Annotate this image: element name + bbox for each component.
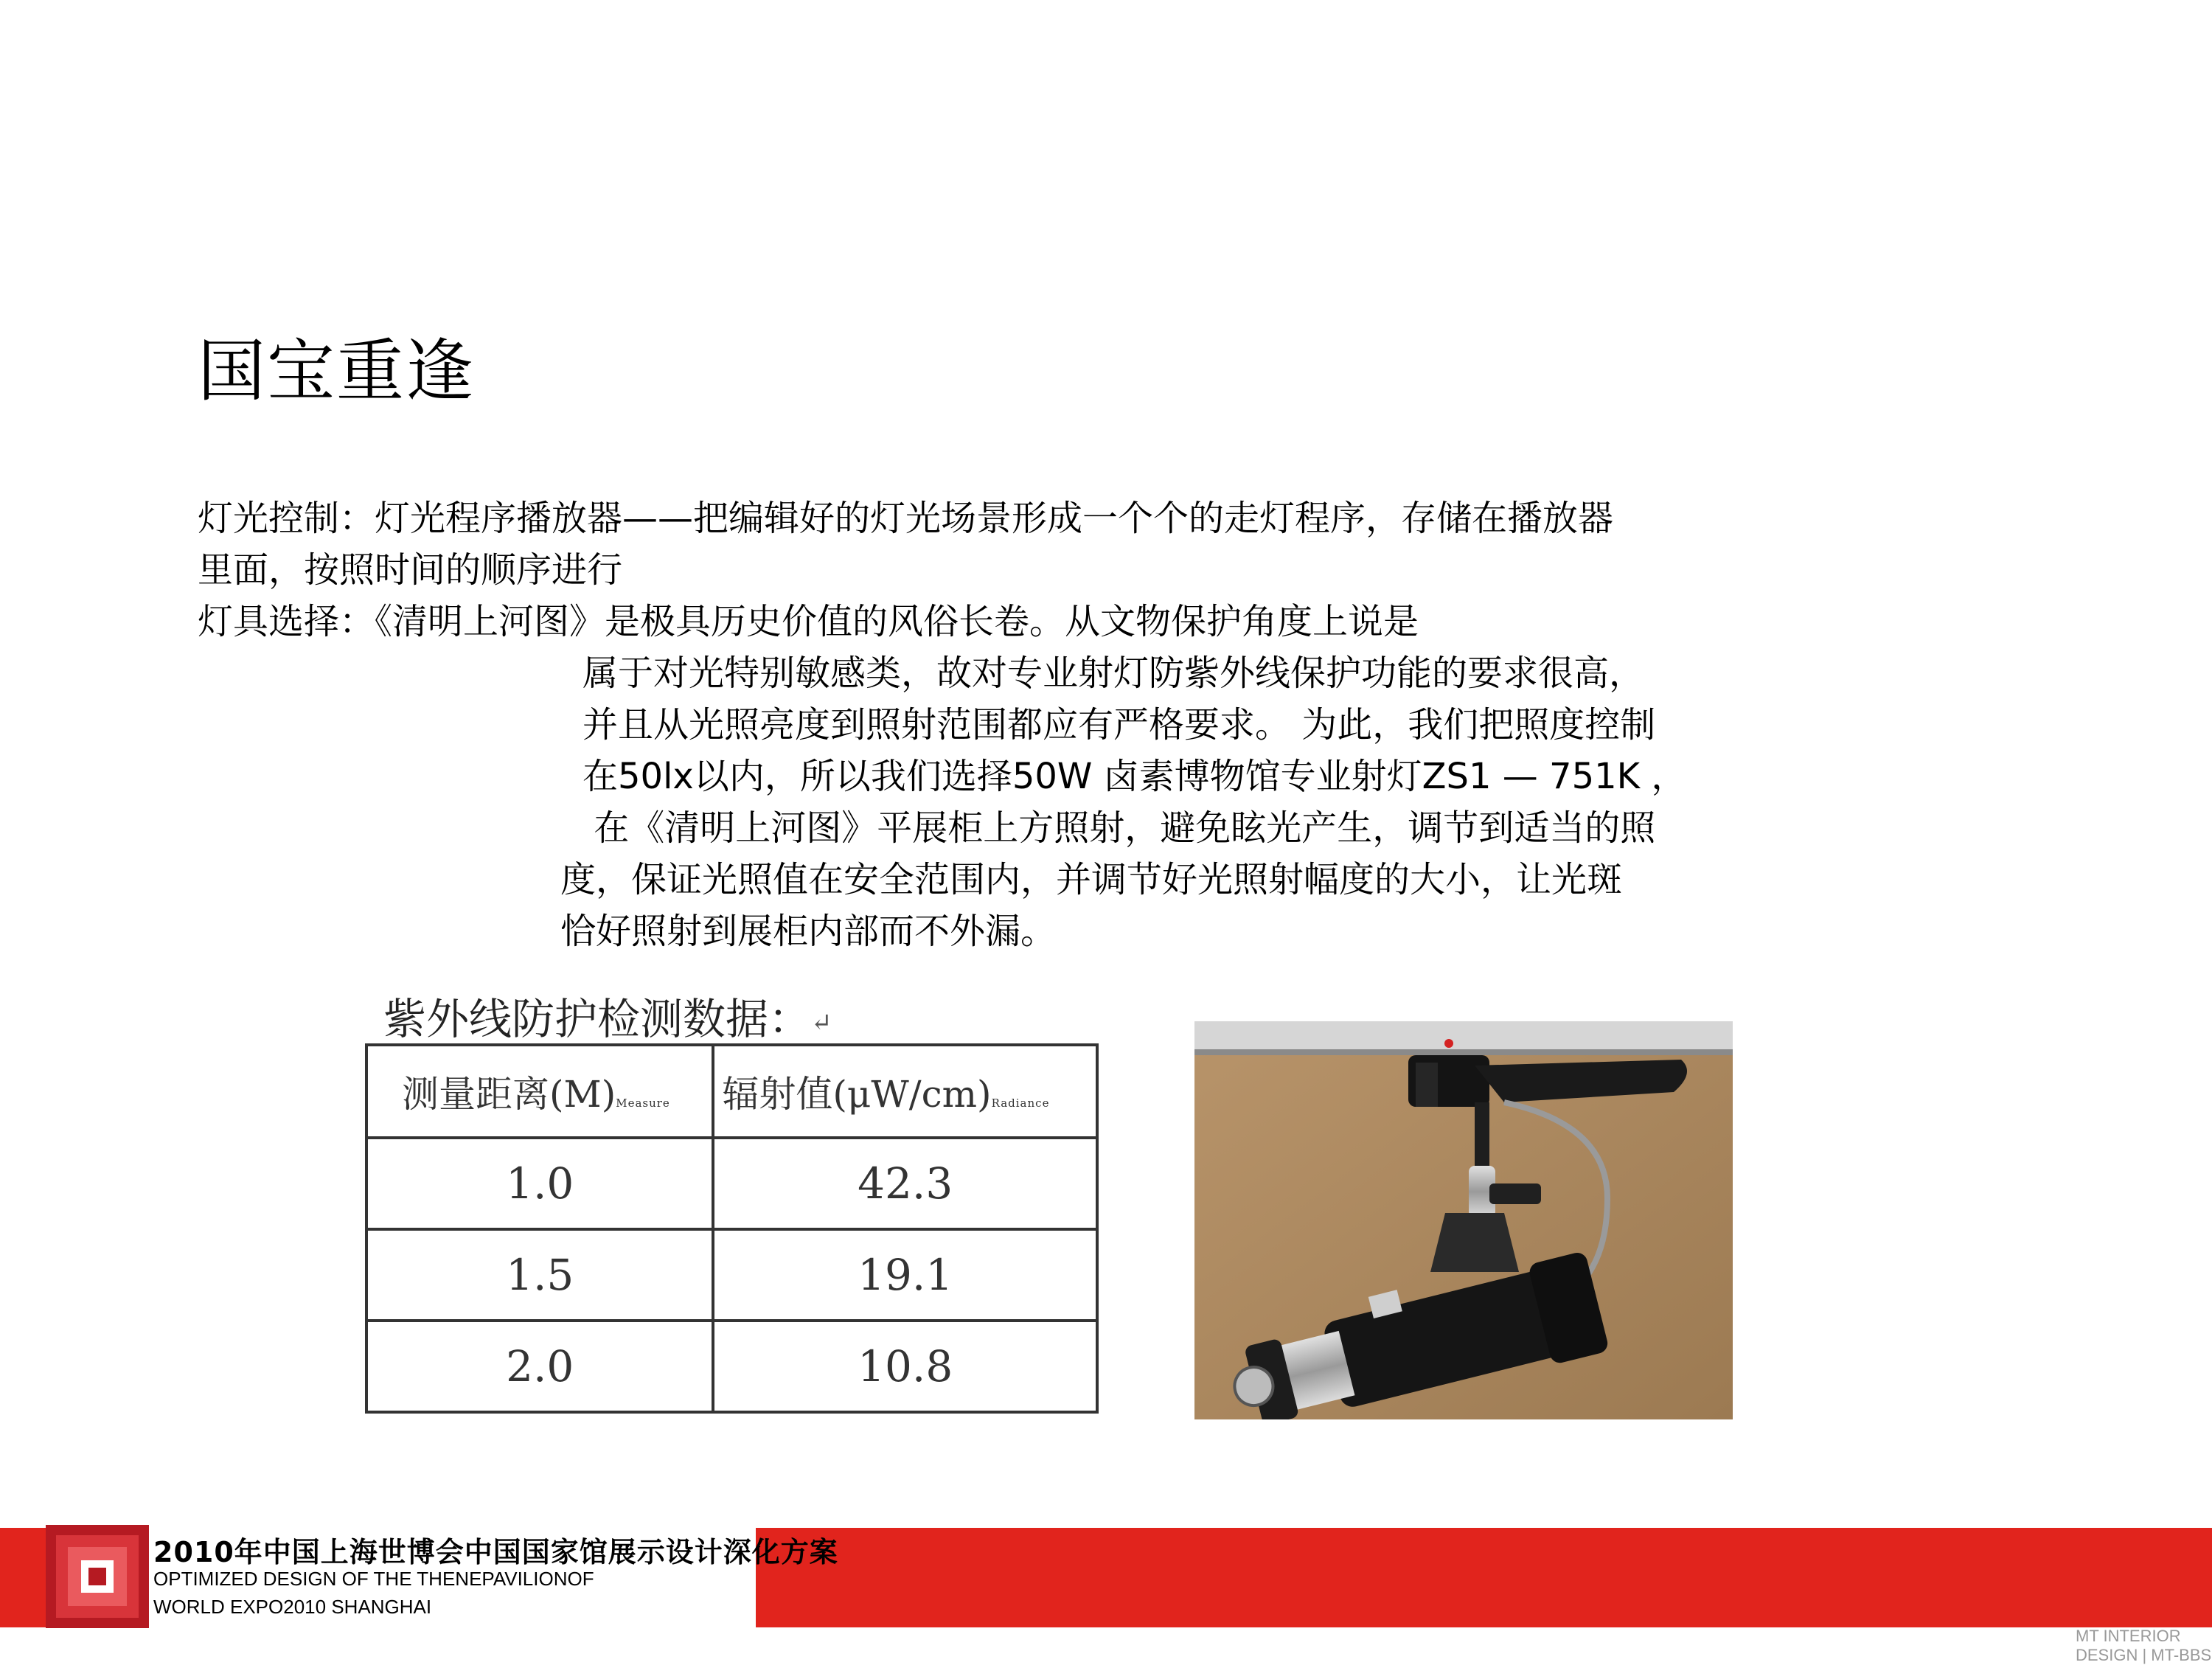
header-radiance-sub: Radiance <box>991 1096 1050 1110</box>
header-distance-sub: Measure <box>616 1096 670 1110</box>
body-line-6: 在50lx以内，所以我们选择50W 卤素博物馆专业射灯ZS1 — 751K ， <box>582 756 1687 797</box>
radiance-cell: 42.3 <box>713 1138 1097 1229</box>
body-line-8: 度，保证光照值在安全范围内，并调节好光照射幅度的大小，让光斑 <box>560 859 1623 900</box>
footer-title-en-1: OPTIMIZED DESIGN OF THE THENEPAVILIONOF <box>153 1568 594 1590</box>
table-row <box>366 1321 1097 1412</box>
expo-pavilion-logo-icon <box>46 1525 149 1628</box>
body-line-1: 灯光控制：灯光程序播放器——把编辑好的灯光场景形成一个个的走灯程序，存储在播放器 <box>198 498 1614 539</box>
table-header-row <box>366 1045 1097 1138</box>
distance-cell: 2.0 <box>366 1321 713 1412</box>
header-distance <box>366 1045 713 1138</box>
body-line-7: 在《清明上河图》平展柜上方照射，避免眩光产生，调节到适当的照 <box>582 807 1656 849</box>
table-row <box>366 1138 1097 1229</box>
header-radiance-label: 辐射值(μW/cm) <box>722 1073 992 1116</box>
header-distance-label: 测量距离(M) <box>402 1073 616 1116</box>
uv-data-table <box>365 1043 1099 1414</box>
body-line-3: 灯具选择：《清明上河图》是极具历史价值的风俗长卷。从文物保护角度上说是 <box>198 601 1419 642</box>
uv-table-caption-text: 紫外线防护检测数据： <box>383 994 812 1044</box>
distance-cell: 1.5 <box>366 1229 713 1321</box>
body-line-9: 恰好照射到展柜内部而不外漏。 <box>560 911 1057 952</box>
footer-title-zh: 2010年中国上海世博会中国国家馆展示设计深化方案 <box>153 1536 838 1568</box>
header-radiance <box>713 1045 1097 1138</box>
footer-title-en-2: WORLD EXPO2010 SHANGHAI <box>153 1596 432 1618</box>
body-line-4: 属于对光特别敏感类，故对专业射灯防紫外线保护功能的要求很高， <box>582 653 1645 694</box>
spotlight-photo <box>1194 1021 1733 1419</box>
distance-cell: 1.0 <box>366 1138 713 1229</box>
page-title: 国宝重逢 <box>198 332 476 411</box>
radiance-cell: 10.8 <box>713 1321 1097 1412</box>
watermark: MT INTERIOR DESIGN | MT-BBS <box>2076 1627 2212 1664</box>
uv-table-caption <box>383 984 832 1046</box>
return-mark-icon: ↵ <box>811 1007 832 1037</box>
body-line-2: 里面，按照时间的顺序进行 <box>198 549 623 591</box>
radiance-cell: 19.1 <box>713 1229 1097 1321</box>
body-line-5: 并且从光照亮度到照射范围都应有严格要求。 为此，我们把照度控制 <box>582 704 1656 745</box>
table-row <box>366 1229 1097 1321</box>
